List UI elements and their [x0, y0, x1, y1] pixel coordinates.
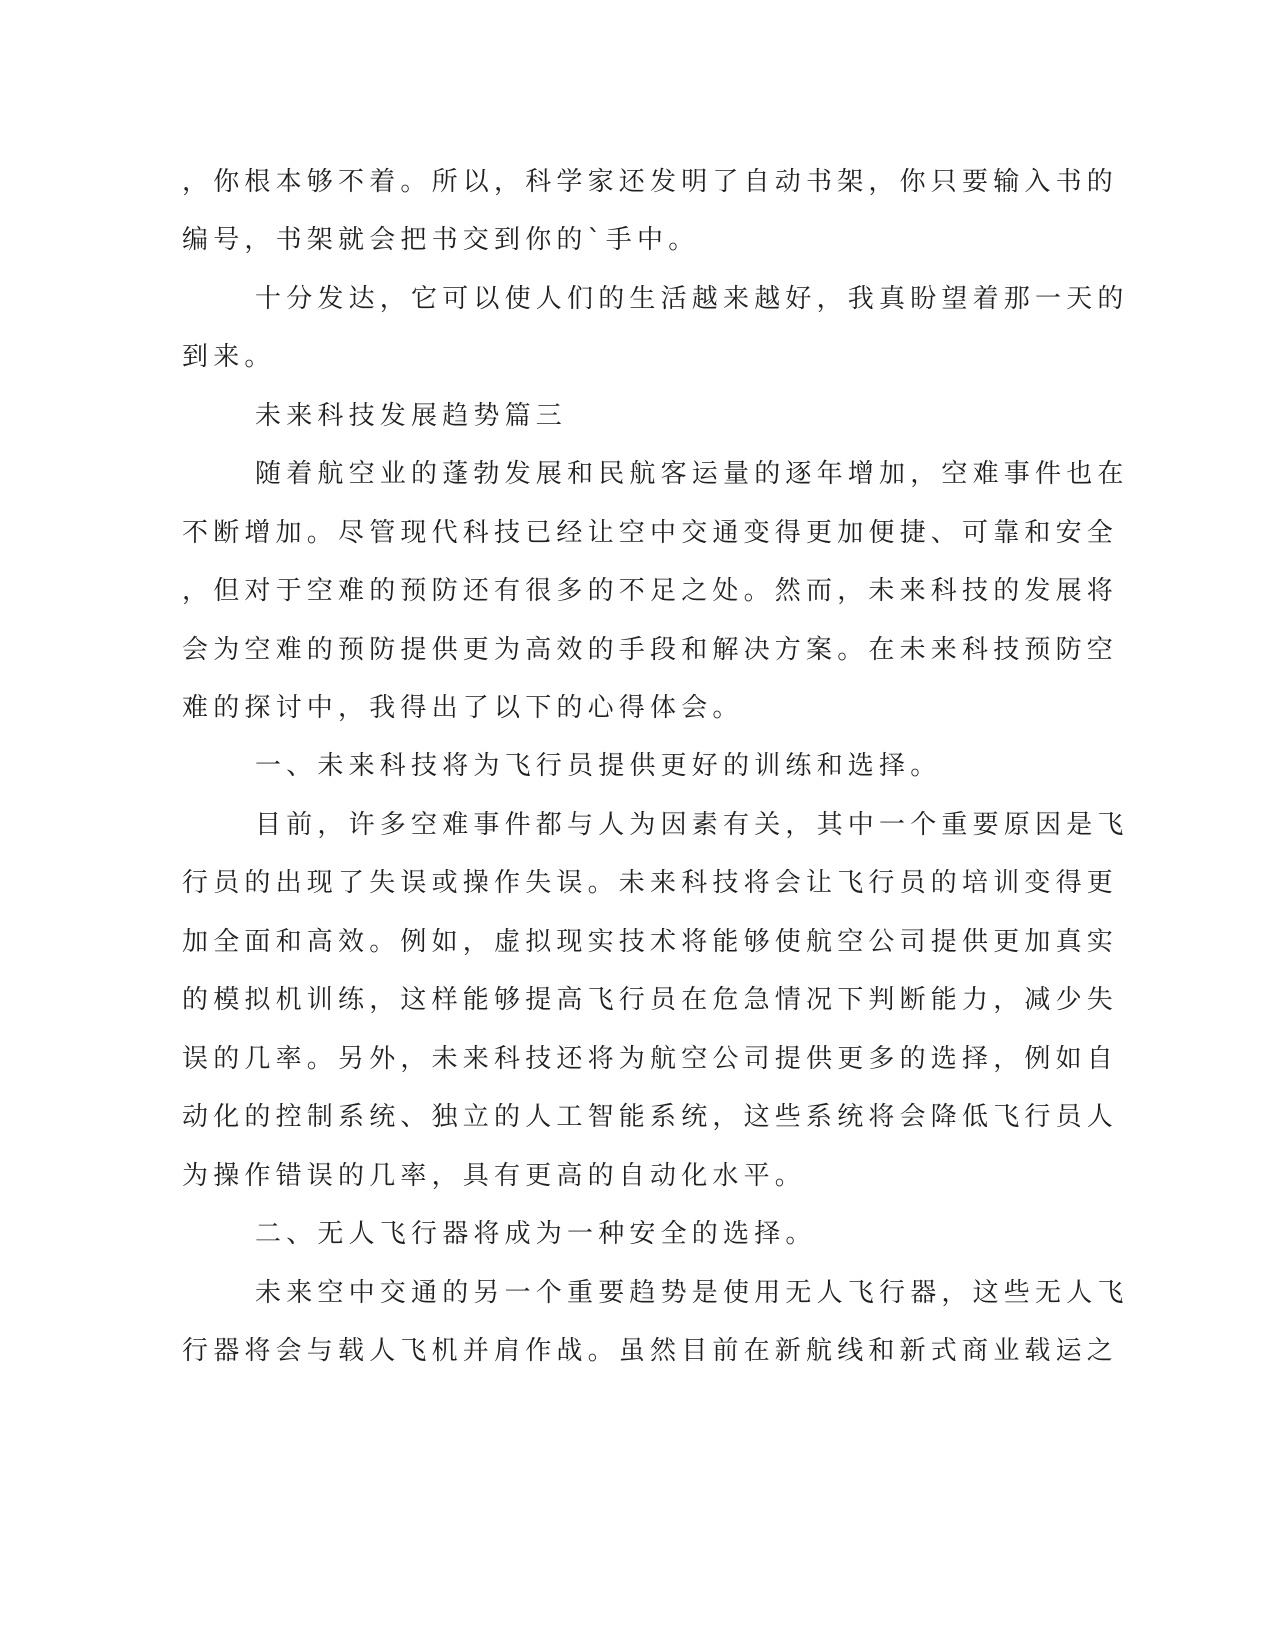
- text-line: ，但对于空难的预防还有很多的不足之处。然而，未来科技的发展将: [182, 576, 1119, 606]
- text-line: 难的探讨中，我得出了以下的心得体会。: [182, 693, 744, 723]
- text-line: 行员的出现了失误或操作失误。未来科技将会让飞行员的培训变得更: [182, 868, 1119, 898]
- text-line: ，你根本够不着。所以，科学家还发明了自动书架，你只要输入书的: [182, 167, 1119, 197]
- text-line: 会为空难的预防提供更为高效的手段和解决方案。在未来科技预防空: [182, 635, 1119, 665]
- text-line: 未来空中交通的另一个重要趋势是使用无人飞行器，这些无人飞: [255, 1278, 1129, 1308]
- text-line: 目前，许多空难事件都与人为因素有关，其中一个重要原因是飞: [255, 810, 1129, 840]
- text-line: 为操作错误的几率，具有更高的自动化水平。: [182, 1161, 807, 1191]
- text-line: 加全面和高效。例如，虚拟现实技术将能够使航空公司提供更加真实: [182, 927, 1119, 957]
- text-line: 动化的控制系统、独立的人工智能系统，这些系统将会降低飞行员人: [182, 1102, 1119, 1132]
- text-line: 的模拟机训练，这样能够提高飞行员在危急情况下判断能力，减少失: [182, 985, 1119, 1015]
- subheading: 二、无人飞行器将成为一种安全的选择。: [255, 1219, 817, 1249]
- text-line: 到来。: [182, 342, 276, 372]
- text-line: 误的几率。另外，未来科技还将为航空公司提供更多的选择，例如自: [182, 1044, 1119, 1074]
- text-line: 编号，书架就会把书交到你的`手中。: [182, 225, 700, 255]
- section-heading: 未来科技发展趋势篇三: [255, 401, 568, 431]
- text-line: 随着航空业的蓬勃发展和民航客运量的逐年增加，空难事件也在: [255, 459, 1129, 489]
- text-line: 行器将会与载人飞机并肩作战。虽然目前在新航线和新式商业载运之: [182, 1336, 1119, 1366]
- text-line: 十分发达，它可以使人们的生活越来越好，我真盼望着那一天的: [255, 284, 1129, 314]
- subheading: 一、未来科技将为飞行员提供更好的训练和选择。: [255, 751, 942, 781]
- text-line: 不断增加。尽管现代科技已经让空中交通变得更加便捷、可靠和安全: [182, 518, 1119, 548]
